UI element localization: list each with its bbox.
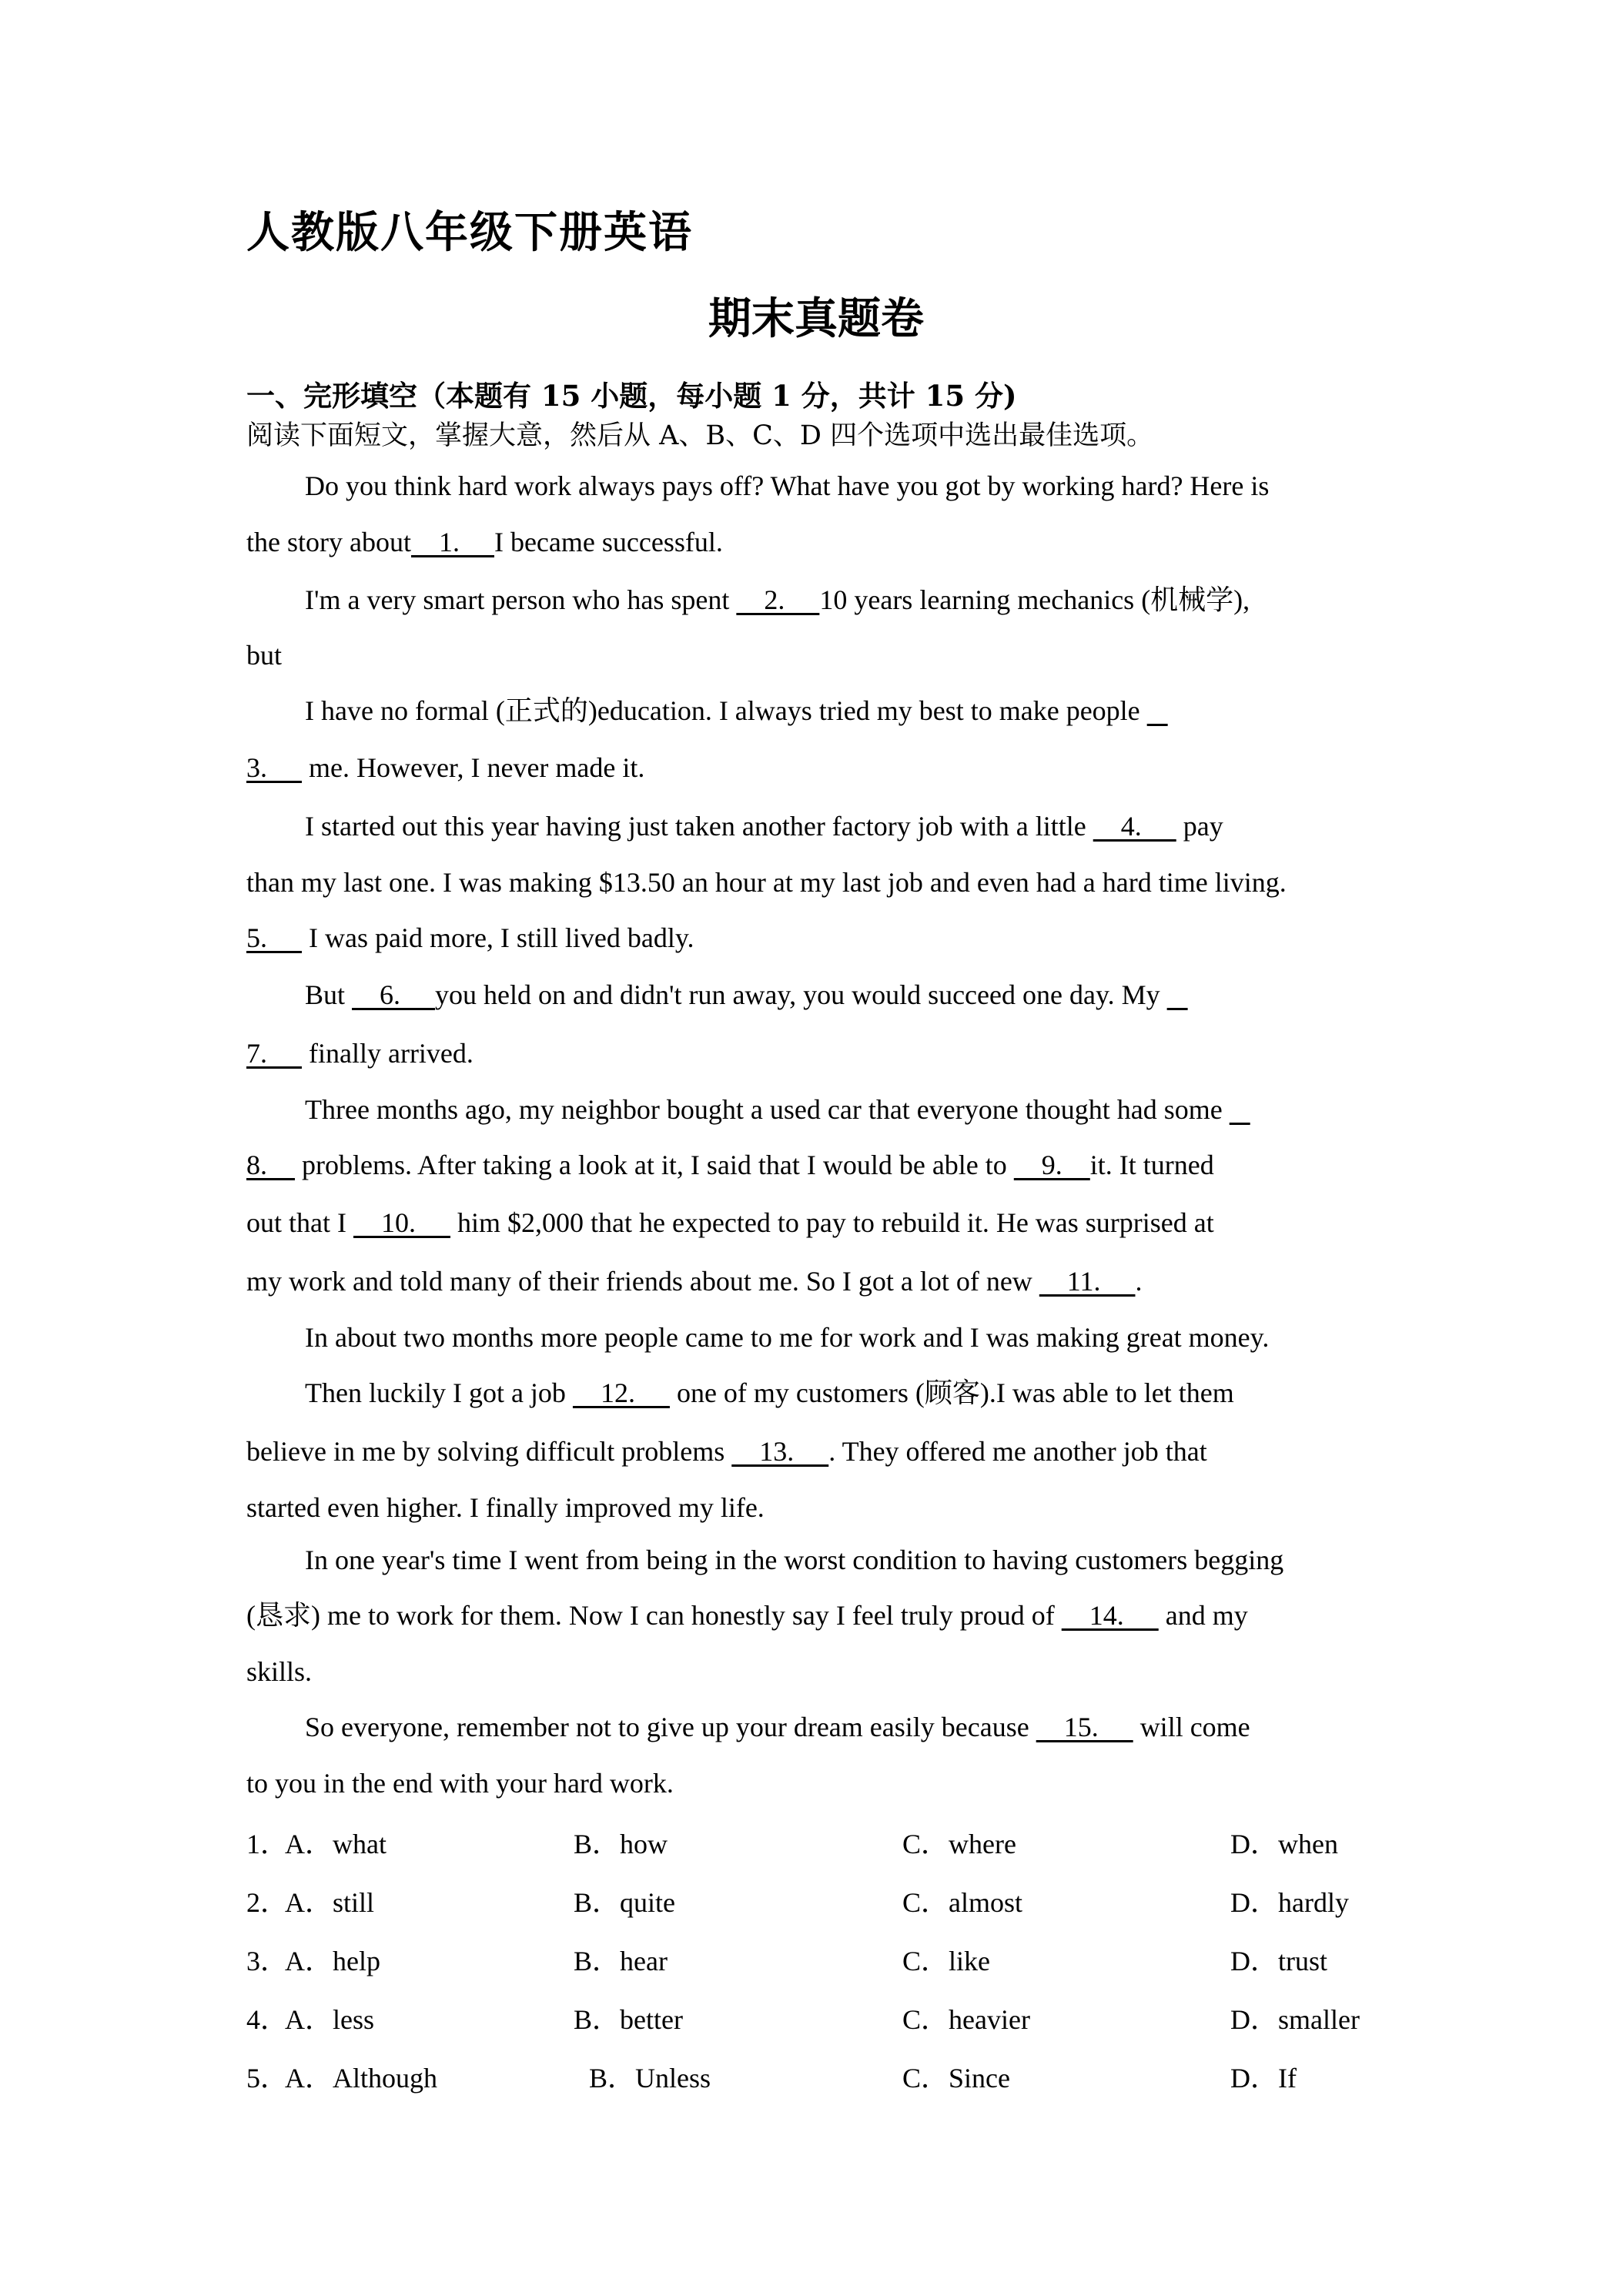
option-a[interactable]: A．help: [285, 1946, 380, 1976]
option-b[interactable]: B．hear: [574, 1946, 668, 1976]
passage-text: I was paid more, I still lived badly.: [302, 922, 694, 953]
blank-9[interactable]: 9.: [1013, 1150, 1090, 1180]
blank-15[interactable]: 15.: [1036, 1712, 1133, 1742]
passage-line: [305, 584, 1250, 617]
passage-text: 10 years learning mechanics (机械学),: [819, 584, 1250, 615]
option-d[interactable]: D．hardly: [1230, 1887, 1349, 1918]
passage-text: you held on and didn't run away, you would succeed one day. My: [435, 979, 1167, 1010]
passage-line: [246, 1599, 1248, 1632]
passage-line: [246, 526, 723, 559]
passage-text: I became successful.: [494, 527, 723, 557]
option-a[interactable]: A．less: [285, 2004, 374, 2035]
passage-text: I have no formal (正式的)education. I always tried my best to make people: [305, 695, 1147, 726]
passage-line: [246, 1149, 1214, 1182]
passage-line: [246, 1037, 474, 1070]
passage-text: Three months ago, my neighbor bought a used car that everyone thought had some: [305, 1094, 1230, 1125]
blank-12[interactable]: 12.: [572, 1377, 670, 1408]
passage-line: [305, 810, 1223, 843]
passage-line: [246, 1435, 1207, 1468]
passage-text: So everyone, remember not to give up your dream easily because: [305, 1712, 1036, 1742]
document-title: 人教版八年级下册英语: [246, 207, 693, 258]
passage-text: the story about: [246, 527, 411, 557]
question-row: [246, 1822, 1386, 1861]
passage-text: it. It turned: [1089, 1150, 1214, 1180]
option-c[interactable]: C．where: [902, 1829, 1016, 1859]
passage-line: to you in the end with your hard work.: [246, 1768, 674, 1799]
passage-text: one of my customers (顾客).I was able to let them: [669, 1377, 1234, 1408]
passage-text: him $2,000 that he expected to pay to rebuild it. He was surprised at: [450, 1207, 1214, 1238]
blank-3[interactable]: 3.: [246, 752, 302, 783]
question-row: [246, 1940, 1386, 1978]
passage-text: problems. After taking a look at it, I said that I would be able to: [295, 1150, 1014, 1180]
passage-text: I started out this year having just taken another factory job with a little: [305, 811, 1093, 842]
blank-4[interactable]: 4.: [1093, 811, 1176, 842]
passage-text: finally arrived.: [302, 1038, 474, 1069]
question-number: 1．: [246, 1829, 289, 1859]
blank-8[interactable]: 8.: [246, 1150, 295, 1180]
passage-line: [305, 1377, 1234, 1410]
passage-text: out that I: [246, 1207, 353, 1238]
blank-13[interactable]: 13.: [731, 1436, 829, 1467]
blank-1[interactable]: 1.: [410, 527, 494, 557]
passage-text: and my: [1158, 1600, 1248, 1631]
option-b[interactable]: B．Unless: [589, 2063, 711, 2094]
section-heading: 一、完形填空（本题有 15 小题，每小题 1 分，共计 15 分): [246, 379, 1017, 413]
passage-line: [246, 922, 694, 955]
option-c[interactable]: C．Since: [902, 2063, 1010, 2094]
question-number: 3．: [246, 1946, 289, 1976]
passage-text: (恳求) me to work for them. Now I can honestly say I feel truly proud of: [246, 1600, 1062, 1631]
passage-text: . They offered me another job that: [828, 1436, 1207, 1467]
passage-line: [305, 694, 1168, 728]
passage-text: me. However, I never made it.: [302, 752, 645, 783]
option-d[interactable]: D．trust: [1230, 1946, 1328, 1976]
blank-7[interactable]: 7.: [246, 1038, 302, 1069]
passage-line: [246, 1207, 1214, 1240]
option-d[interactable]: D．If: [1230, 2063, 1297, 2094]
option-b[interactable]: B．how: [574, 1829, 668, 1859]
blank-11[interactable]: 11.: [1039, 1266, 1136, 1297]
passage-text: believe in me by solving difficult problems: [246, 1436, 732, 1467]
question-row: [246, 1881, 1386, 1919]
passage-text: I'm a very smart person who has spent: [305, 584, 737, 615]
option-d[interactable]: D．when: [1230, 1829, 1338, 1859]
blank-8-start[interactable]: [1230, 1094, 1250, 1125]
passage-text: will come: [1133, 1712, 1250, 1742]
passage-line: [246, 751, 644, 785]
question-row: [246, 1998, 1386, 2037]
passage-line: In about two months more people came to me for work and I was making great money.: [305, 1322, 1270, 1353]
option-c[interactable]: C．like: [902, 1946, 990, 1976]
option-c[interactable]: C．almost: [902, 1887, 1023, 1918]
passage-text: .: [1135, 1266, 1143, 1297]
passage-line: skills.: [246, 1656, 313, 1687]
question-number: 4．: [246, 2004, 289, 2035]
option-b[interactable]: B．better: [574, 2004, 683, 2035]
passage-line: [305, 979, 1188, 1012]
option-c[interactable]: C．heavier: [902, 2004, 1030, 2035]
section-instruction: 阅读下面短文，掌握大意，然后从 A、B、C、D 四个选项中选出最佳选项。: [246, 420, 1154, 451]
question-number: 5．: [246, 2063, 289, 2094]
passage-line: than my last one. I was making $13.50 an hour at my last job and even had a hard time living.: [246, 867, 1287, 898]
question-row: [246, 2057, 1386, 2095]
document-subtitle: 期末真题卷: [708, 293, 924, 344]
blank-7-start[interactable]: [1167, 979, 1188, 1010]
blank-6[interactable]: 6.: [352, 979, 436, 1010]
blank-2[interactable]: 2.: [736, 584, 820, 615]
passage-line: In one year's time I went from being in the worst condition to having customers begging: [305, 1545, 1284, 1575]
passage-line: but: [246, 640, 283, 671]
passage-line: [246, 1265, 1142, 1298]
passage-line: started even higher. I finally improved my life.: [246, 1492, 765, 1523]
blank-10[interactable]: 10.: [353, 1207, 450, 1238]
option-a[interactable]: A．Although: [285, 2063, 438, 2094]
blank-14[interactable]: 14.: [1061, 1600, 1159, 1631]
option-a[interactable]: A．what: [285, 1829, 387, 1859]
passage-text: my work and told many of their friends about me. So I got a lot of new: [246, 1266, 1039, 1297]
passage-line: [305, 1093, 1250, 1126]
option-b[interactable]: B．quite: [574, 1887, 675, 1918]
blank-5[interactable]: 5.: [246, 922, 302, 953]
blank-3-start[interactable]: [1147, 695, 1168, 726]
option-a[interactable]: A．still: [285, 1887, 375, 1918]
passage-text: But: [305, 979, 353, 1010]
option-d[interactable]: D．smaller: [1230, 2004, 1360, 2035]
question-number: 2．: [246, 1887, 289, 1918]
passage-line: [305, 1711, 1250, 1744]
passage-text: Then luckily I got a job: [305, 1377, 573, 1408]
passage-line: Do you think hard work always pays off? What have you got by working hard? Here is: [305, 470, 1270, 501]
passage-text: pay: [1176, 811, 1223, 842]
